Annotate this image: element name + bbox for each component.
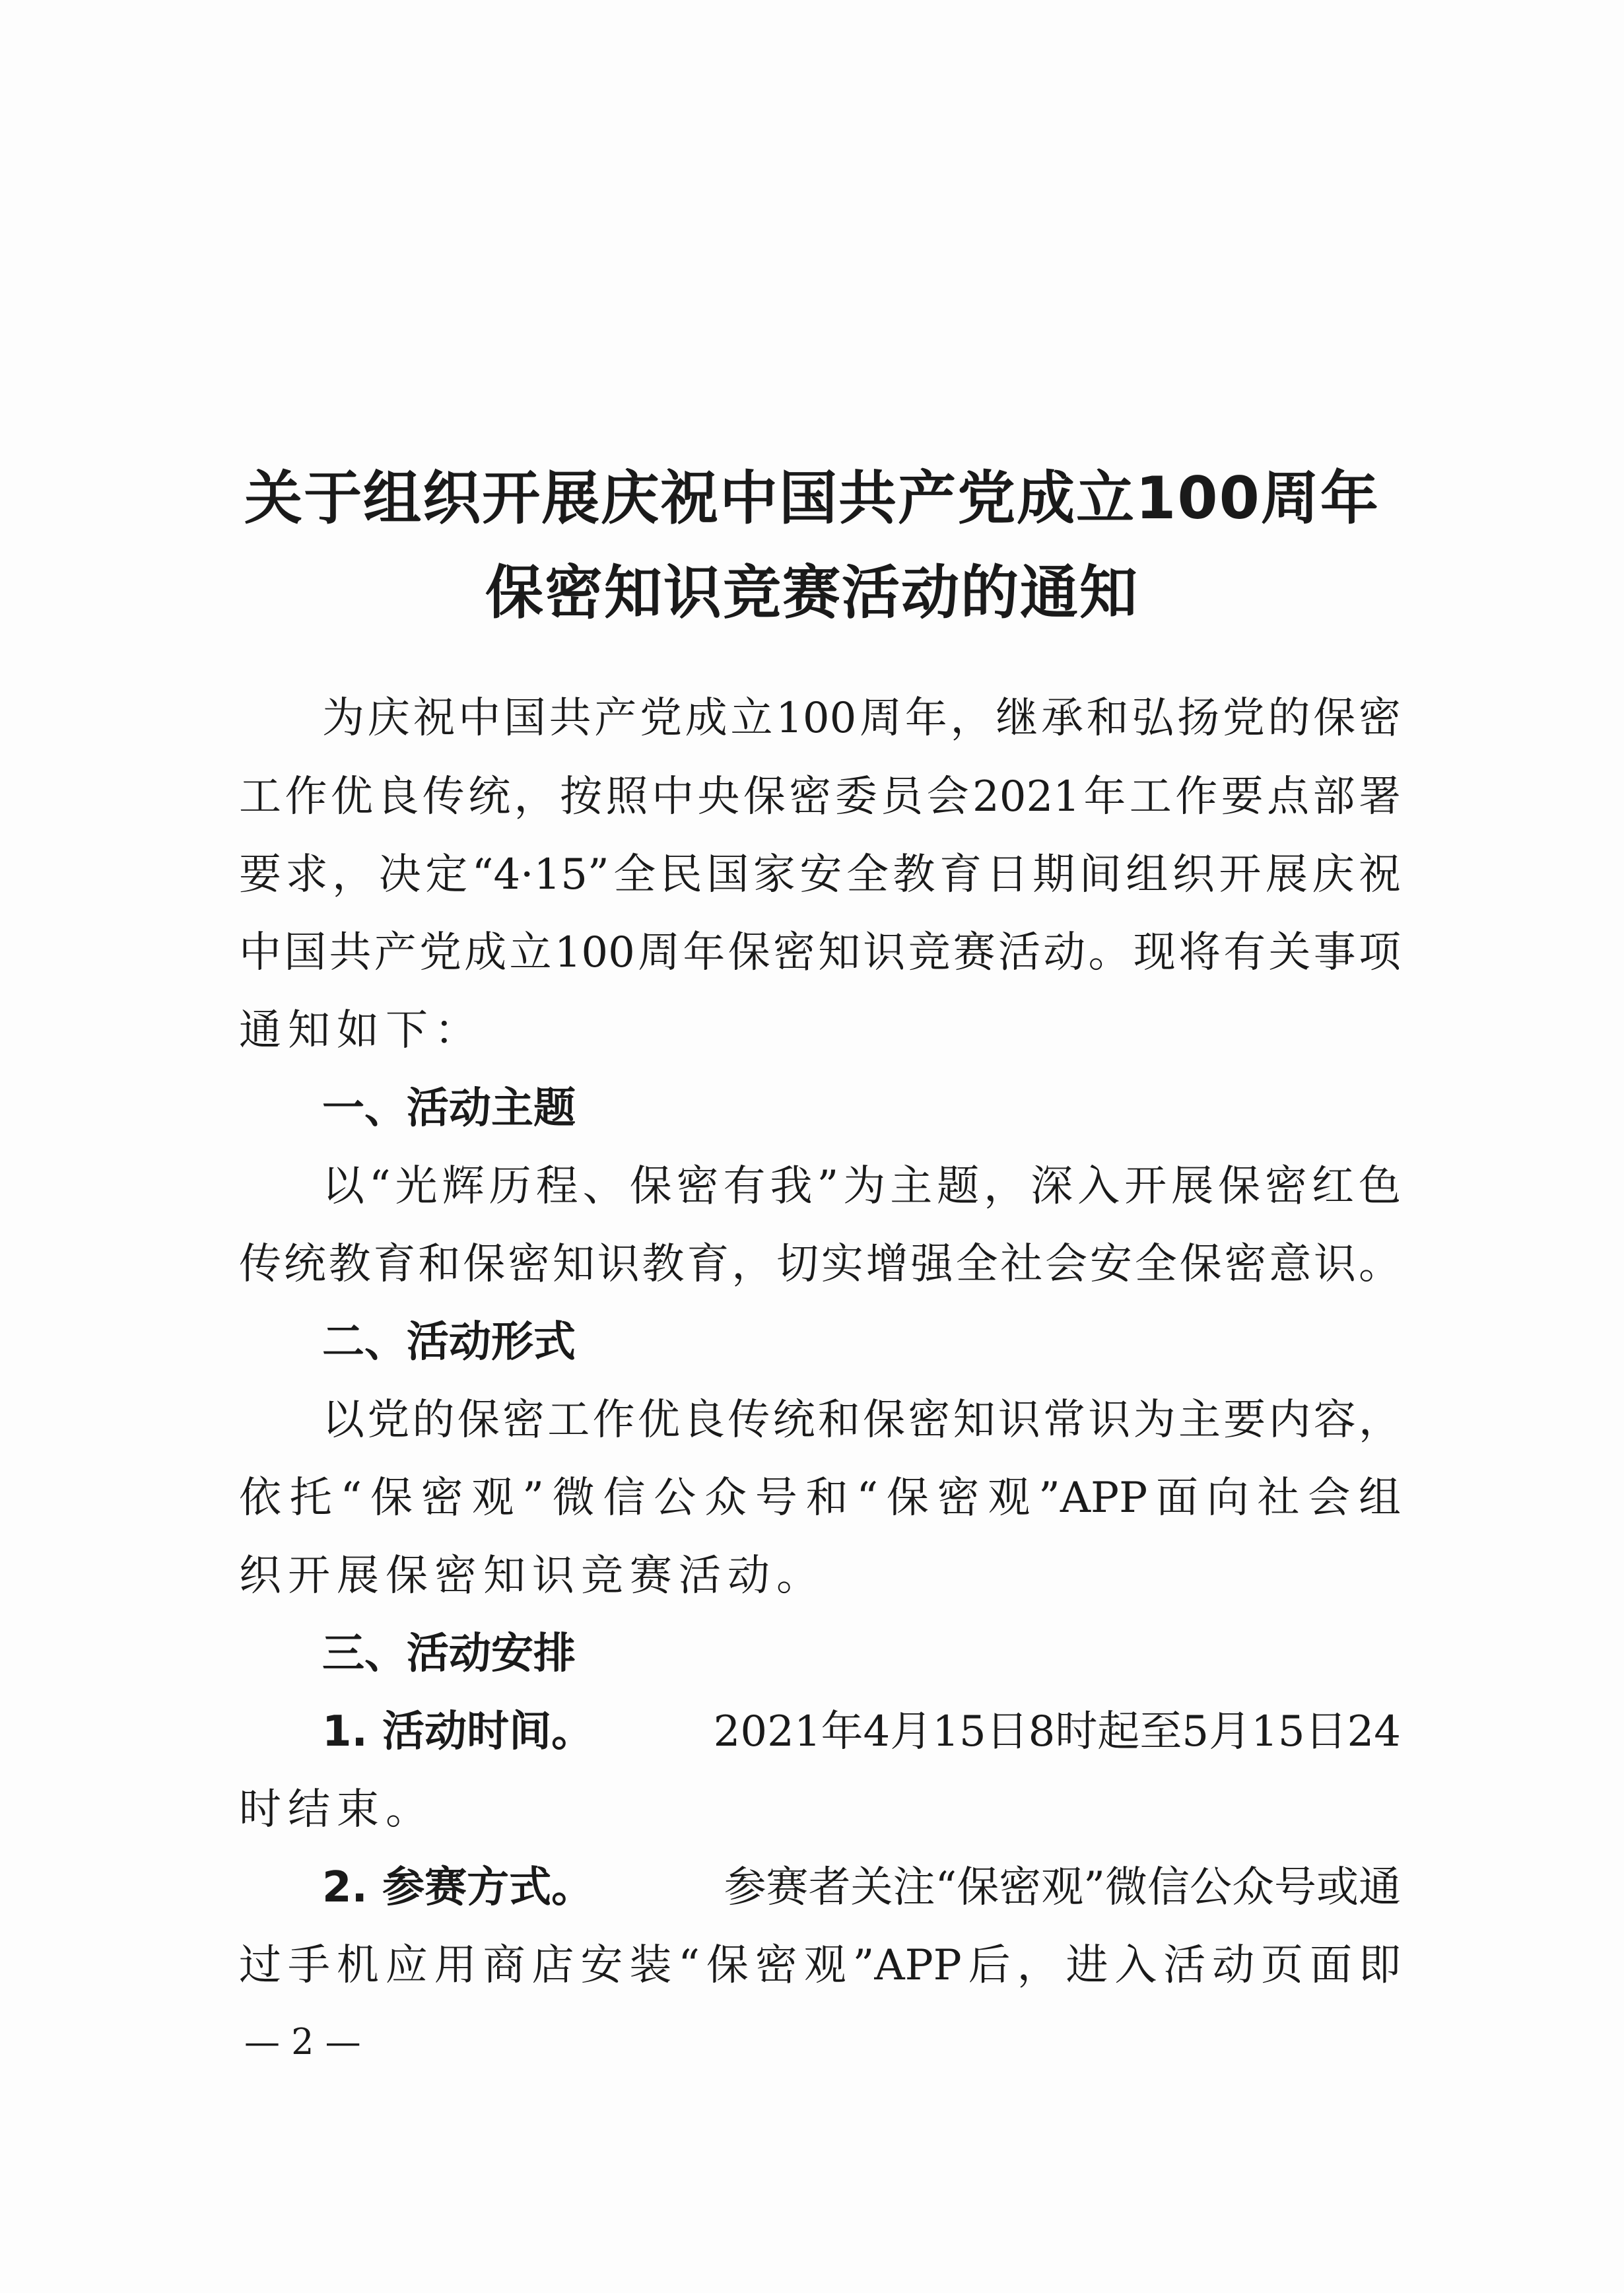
intro-line-2: 工作优良传统，按照中央保密委员会2021年工作要点部署 bbox=[239, 772, 1401, 821]
item-1-lead: 1. 活动时间。 bbox=[322, 1707, 594, 1756]
section-2-line-3: 织开展保密知识竞赛活动。 bbox=[239, 1552, 825, 1600]
intro-line-5: 通知如下： bbox=[239, 1006, 483, 1055]
section-3-item-1-line-2: 时结束。 bbox=[239, 1785, 434, 1834]
section-3-item-2-line-2: 过手机应用商店安装“保密观”APP后，进入活动页面即 bbox=[239, 1941, 1401, 1990]
document-title-line-2: 保密知识竞赛活动的通知 bbox=[485, 559, 1139, 627]
intro-line-3: 要求，决定“4·15”全民国家安全教育日期间组织开展庆祝 bbox=[239, 850, 1401, 899]
intro-line-4: 中国共产党成立100周年保密知识竞赛活动。现将有关事项 bbox=[239, 928, 1401, 977]
section-3-heading: 三、活动安排 bbox=[322, 1629, 576, 1678]
section-3-item-2-line-1 bbox=[322, 1861, 1401, 1914]
item-2-lead: 2. 参赛方式。 bbox=[322, 1863, 594, 1912]
section-2-line-1: 以党的保密工作优良传统和保密知识常识为主要内容， bbox=[322, 1396, 1401, 1445]
intro-line-1: 为庆祝中国共产党成立100周年，继承和弘扬党的保密 bbox=[322, 694, 1401, 743]
section-2-line-2: 依托“保密观”微信公众号和“保密观”APP面向社会组 bbox=[239, 1474, 1401, 1523]
section-3-item-1-line-1 bbox=[322, 1705, 1401, 1758]
page-number: — 2 — bbox=[244, 2021, 361, 2063]
document-title-line-1: 关于组织开展庆祝中国共产党成立100周年 bbox=[244, 464, 1380, 532]
section-2-heading: 二、活动形式 bbox=[322, 1318, 576, 1367]
section-1-heading: 一、活动主题 bbox=[322, 1084, 576, 1133]
section-1-line-2: 传统教育和保密知识教育，切实增强全社会安全保密意识。 bbox=[239, 1240, 1401, 1289]
item-1-text: 2021年4月15日8时起至5月15日24 bbox=[713, 1707, 1401, 1756]
item-2-text: 参赛者关注“保密观”微信公众号或通 bbox=[724, 1863, 1401, 1912]
section-1-line-1: 以“光辉历程、保密有我”为主题，深入开展保密红色 bbox=[322, 1162, 1401, 1211]
